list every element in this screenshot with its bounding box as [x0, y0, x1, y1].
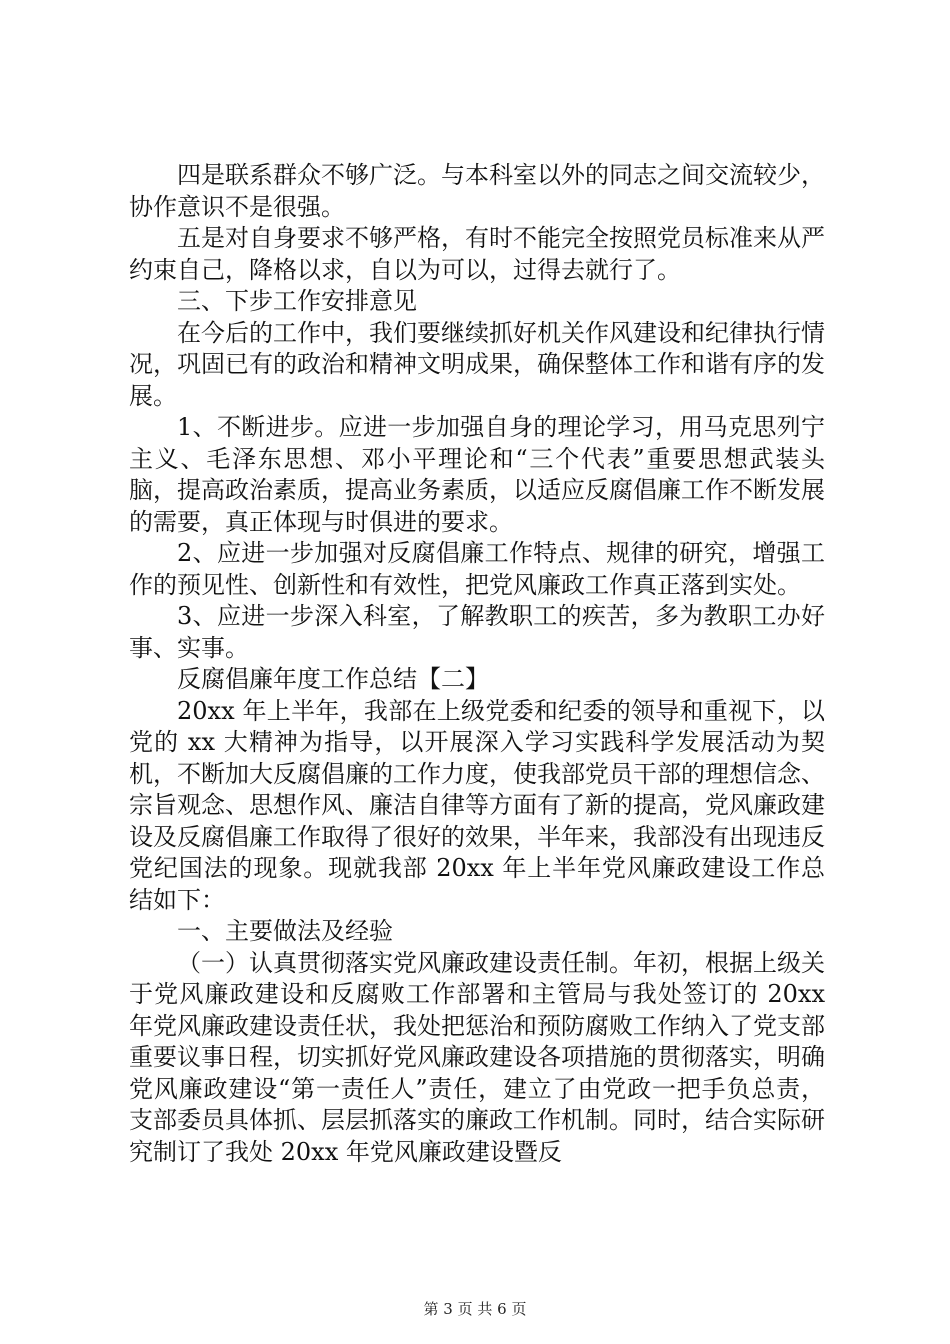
document-subtitle: 反腐倡廉年度工作总结【二】 — [177, 665, 489, 693]
paragraph-half-year-summary: 20xx 年上半年，我部在上级党委和纪委的领导和重视下，以党的 xx 大精神为指导，以开展深入学习实践科学发展活动为契机，不断加大反腐倡廉的工作力度，使我部党员干部的理想信念、宗旨观念、思想作风、廉洁自律等方面有了新的提高，党风廉政建设及反腐倡廉工作取得了很好的效果，半年来，我部没有出现违反党纪国法的现象。现就我部 20xx 年上半年党风廉政建设工作总结如下： — [129, 696, 825, 914]
paragraph-responsibility-system: （一）认真贯彻落实党风廉政建设责任制。年初，根据上级关于党风廉政建设和反腐败工作部署和主管局与我处签订的 20xx 年党风廉政建设责任状，我处把惩治和预防腐败工作纳入了党支部重要议事日程，切实抓好党风廉政建设各项措施的贯彻落实，明确党风廉政建设“第一责任人”责任，建立了由党政一把手负总责，支部委员具体抓、层层抓落实的廉政工作机制。同时，结合实际研究制订了我处 20xx 年党风廉政建设暨反 — [129, 948, 825, 1166]
section-heading-next-steps: 三、下步工作安排意见 — [177, 287, 417, 315]
list-item-2: 2、应进一步加强对反腐倡廉工作特点、规律的研究，增强工作的预见性、创新性和有效性，把党风廉政工作真正落到实处。 — [129, 539, 825, 599]
paragraph-future-work: 在今后的工作中，我们要继续抓好机关作风建设和纪律执行情况，巩固已有的政治和精神文明成果，确保整体工作和谐有序的发展。 — [129, 318, 825, 410]
list-item-1: 1、不断进步。应进一步加强自身的理论学习，用马克思列宁主义、毛泽东思想、邓小平理论和“三个代表”重要思想武装头脑，提高政治素质，提高业务素质，以适应反腐倡廉工作不断发展的需要，真正体现与时俱进的要求。 — [129, 413, 825, 536]
paragraph-contact-masses: 四是联系群众不够广泛。与本科室以外的同志之间交流较少，协作意识不是很强。 — [129, 161, 825, 221]
paragraph-self-discipline: 五是对自身要求不够严格，有时不能完全按照党员标准来从严约束自己，降格以求，自以为可以，过得去就行了。 — [129, 224, 825, 284]
list-item-3: 3、应进一步深入科室，了解教职工的疾苦，多为教职工办好事、实事。 — [129, 602, 825, 662]
section-heading-main-practices: 一、主要做法及经验 — [177, 917, 393, 945]
document-body — [129, 160, 825, 1168]
page-footer: 第 3 页 共 6 页 — [423, 1300, 527, 1318]
